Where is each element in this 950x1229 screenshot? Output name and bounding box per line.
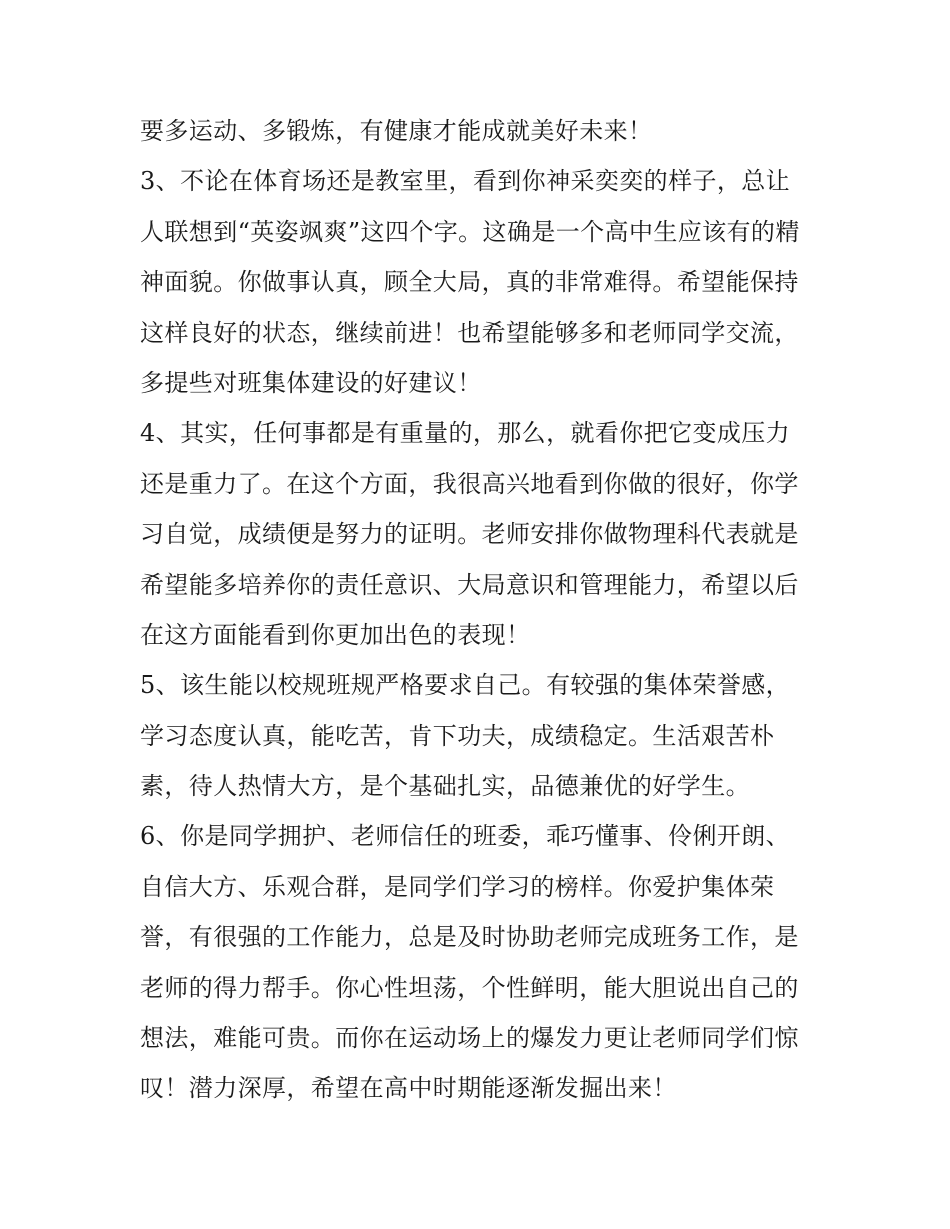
text-line: 6、你是同学拥护、老师信任的班委，乖巧懂事、伶俐开朗、 [140,822,791,851]
text-line: 3、不论在体育场还是教室里，看到你神采奕奕的样子，总让 [140,167,791,196]
text-line: 多提些对班集体建设的好建议！ [140,368,482,397]
text-line: 4、其实，任何事都是有重量的，那么，就看你把它变成压力 [140,419,791,448]
text-line: 神面貌。你做事认真，顾全大局，真的非常难得。希望能保持 [140,268,799,297]
text-line: 要多运动、多锻炼，有健康才能成就美好未来！ [140,117,653,145]
text-line: 5、该生能以校规班规严格要求自己。有较强的集体荣誉感， [140,671,791,700]
text-line: 自信大方、乐观合群，是同学们学习的榜样。你爱护集体荣 [140,872,775,901]
text-line: 叹！潜力深厚，希望在高中时期能逐渐发掘出来！ [140,1074,677,1103]
text-line: 希望能多培养你的责任意识、大局意识和管理能力，希望以后 [140,570,799,599]
text-line: 想法，难能可贵。而你在运动场上的爆发力更让老师同学们惊 [140,1024,799,1053]
document-body [140,106,820,1114]
text-line: 誉，有很强的工作能力，总是及时协助老师完成班务工作，是 [140,923,799,952]
text-line: 素，待人热情大方，是个基础扎实，品德兼优的好学生。 [140,772,750,801]
text-line: 老师的得力帮手。你心性坦荡，个性鲜明，能大胆说出自己的 [140,973,799,1002]
text-line: 这样良好的状态，继续前进！也希望能够多和老师同学交流， [140,318,799,347]
text-line: 还是重力了。在这个方面，我很高兴地看到你做的很好，你学 [140,469,799,498]
text-line: 学习态度认真，能吃苦，肯下功夫，成绩稳定。生活艰苦朴 [140,721,775,750]
text-line: 习自觉，成绩便是努力的证明。老师安排你做物理科代表就是 [140,520,799,549]
text-line: 人联想到“英姿飒爽”这四个字。这确是一个高中生应该有的精 [140,217,800,246]
text-line: 在这方面能看到你更加出色的表现！ [140,620,531,649]
